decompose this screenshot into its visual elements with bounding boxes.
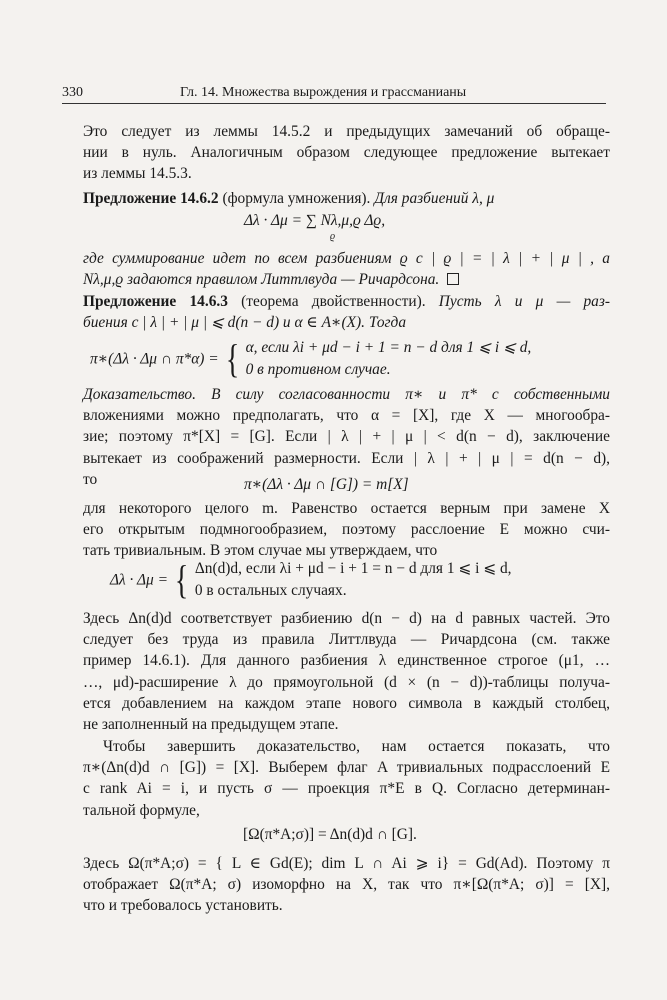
proof-paragraph-3 bbox=[83, 608, 610, 735]
text-line: его открытым подмногообразием, поэтому расслоение E можно счи- bbox=[83, 521, 610, 539]
text-line: не заполненный на предыдущем этапе. bbox=[83, 716, 339, 734]
formula-cases bbox=[246, 337, 532, 381]
text-line: следует без труда из правила Литтлвуда — Ричардсона (см. также bbox=[83, 631, 610, 649]
proposition-lead: Для разбиений λ, μ bbox=[374, 190, 495, 207]
text-line: что и требовалось установить. bbox=[83, 897, 283, 915]
text-line: тать тривиальным. В этом случае мы утверждаем, что bbox=[83, 542, 438, 560]
determinantal-formula: [Ω(π*A;σ)] = Δn(d)d ∩ [G]. bbox=[243, 826, 417, 843]
page-number: 330 bbox=[62, 85, 83, 100]
text-line: Доказательство. В силу согласованности π∗ и π* с собственными bbox=[83, 386, 610, 403]
proof-paragraph-2 bbox=[83, 498, 610, 562]
text-line: …, μd)-расширение λ до прямоугольной (d × (n − d))-таблицы получа- bbox=[83, 673, 610, 691]
text-line: вытекает из соображений размерности. Если | λ | + | μ | = d(n − d), bbox=[83, 449, 610, 467]
header-rule bbox=[62, 103, 606, 104]
text-line: Это следует из леммы 14.5.2 и предыдущих замечаний об обраще- bbox=[83, 123, 610, 140]
multiplication-formula bbox=[244, 210, 385, 231]
proposition-title: (формула умножения). bbox=[222, 190, 371, 207]
case-line: 0 в противном случае. bbox=[245, 361, 391, 378]
text-line: биения с | λ | + | μ | ⩽ d(n − d) и α ∈ A∗(X). Тогда bbox=[83, 314, 407, 332]
proposition-14-6-3 bbox=[83, 291, 610, 333]
text-line: с rank Ai = i, и пусть σ — проекция π*E в Q. Согласно детерминан- bbox=[83, 780, 610, 798]
proof-paragraph-4 bbox=[83, 736, 610, 821]
text-line: Чтобы завершить доказательство, нам остается показать, что bbox=[103, 738, 610, 755]
text-line: π∗(Δn(d)d ∩ [G]) = [X]. Выберем флаг A тривиальных подрасслоений E bbox=[83, 759, 610, 777]
formula-lhs: Δλ · Δμ = bbox=[110, 571, 168, 589]
running-header bbox=[62, 82, 604, 102]
text-line: где суммирование идет по всем разбиениям ϱ с | ϱ | = | λ | + | μ | , а bbox=[83, 250, 610, 267]
proposition-lead: Пусть λ и μ — раз- bbox=[438, 293, 610, 310]
text-line: то bbox=[83, 470, 98, 488]
text-line: Здесь Δn(d)d соответствует разбиению d(n − d) на d равных частей. Это bbox=[83, 610, 610, 627]
text-line: нии в нуль. Аналогичным образом следующее предложение вытекает bbox=[83, 144, 610, 162]
text-line: для некоторого целого m. Равенство остается верным при замене X bbox=[83, 500, 610, 517]
formula-cases bbox=[195, 558, 512, 602]
text-line: ется добавлением на каждом этапе нового символа в каждый столбец, bbox=[83, 694, 610, 712]
proposition-14-6-2 bbox=[83, 188, 610, 209]
proposition-title: (теорема двойственности). bbox=[241, 293, 426, 310]
text-line: пример 14.6.1). Для данного разбиения λ единственное строгое (μ1, … bbox=[83, 652, 610, 670]
proof-cases-formula bbox=[110, 558, 512, 602]
end-of-proof-square bbox=[447, 273, 459, 285]
formula-lhs: π∗(Δλ · Δμ ∩ π*α) = bbox=[90, 350, 219, 368]
text-line: из леммы 14.5.3. bbox=[83, 165, 192, 183]
left-brace: { bbox=[225, 336, 239, 381]
text-line: зие; поэтому π*[X] = [G]. Если | λ | + | μ | < d(n − d), заключение bbox=[83, 428, 610, 446]
text-line: Nλ,μ,ϱ задаются правилом Литтлвуда — Ричардсона. bbox=[83, 271, 440, 289]
proposition-label: Предложение 14.6.3 bbox=[83, 293, 228, 310]
formula-text: Δλ · Δμ = ∑ Nλ,μ,ϱ Δϱ, bbox=[244, 212, 386, 229]
text-line: отображает Ω(π*A; σ) изоморфно на X, так что π∗[Ω(π*A; σ)] = [X], bbox=[83, 876, 610, 894]
text-line: вложениями можно предполагать, что α = [X], где X — многообра- bbox=[83, 407, 610, 425]
proposition-label: Предложение 14.6.2 bbox=[83, 190, 219, 207]
proof-formula-1: π∗(Δλ · Δμ ∩ [G]) = m[X] bbox=[244, 476, 409, 493]
text-line: тальной формуле, bbox=[83, 801, 200, 819]
case-line: 0 в остальных случаях. bbox=[194, 582, 347, 599]
running-title: Гл. 14. Множества вырождения и грассманианы bbox=[180, 85, 467, 100]
text-line: Здесь Ω(π*A;σ) = { L ∈ Gd(E); dim L ∩ Ai ⩾ i} = Gd(Ad). Поэтому π bbox=[83, 855, 610, 872]
sum-index: ϱ bbox=[330, 231, 336, 242]
proposition-14-6-2-body bbox=[83, 248, 610, 290]
intro-paragraph bbox=[83, 121, 610, 185]
duality-formula bbox=[90, 337, 531, 381]
left-brace: { bbox=[174, 557, 189, 602]
case-line: Δn(d)d, если λi + μd − i + 1 = n − d для 1 ⩽ i ⩽ d, bbox=[194, 560, 512, 577]
proof-paragraph-5 bbox=[83, 853, 610, 917]
case-line: α, если λi + μd − i + 1 = n − d для 1 ⩽ i ⩽ d, bbox=[245, 339, 532, 356]
